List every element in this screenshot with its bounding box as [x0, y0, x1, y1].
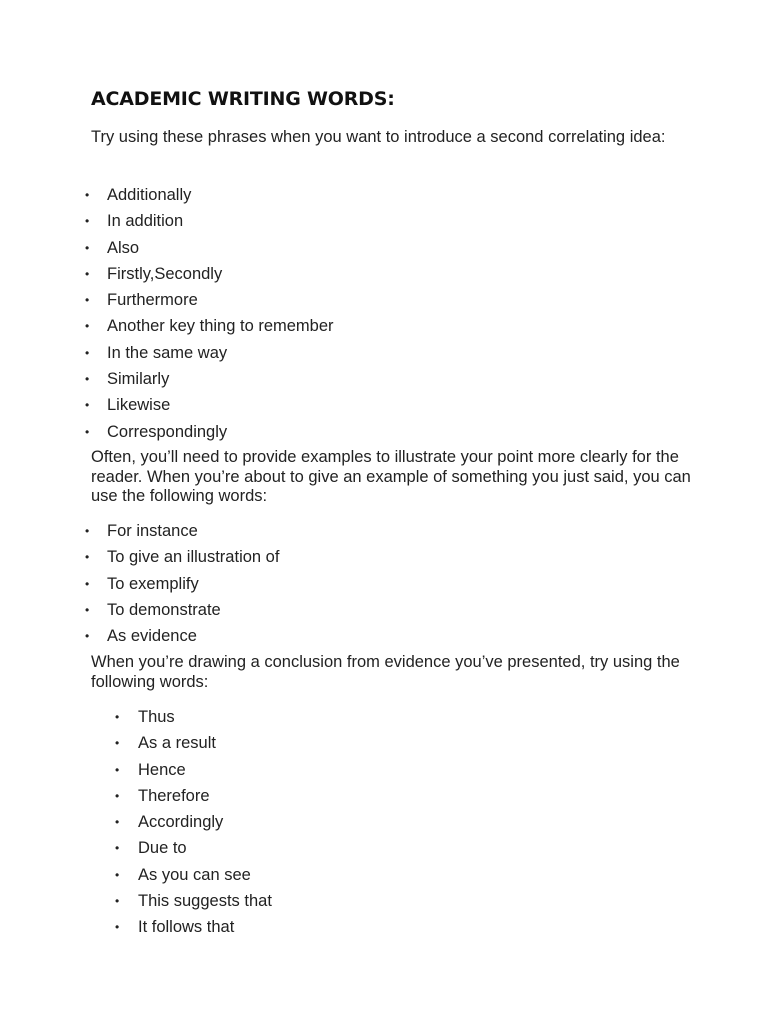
bullet-icon: •	[85, 398, 90, 413]
list-item-text: In addition	[107, 212, 184, 231]
list-item	[115, 835, 272, 861]
list-item-text: As a result	[138, 734, 216, 753]
bullet-icon: •	[85, 240, 90, 255]
bullet-icon: •	[85, 372, 90, 387]
list-item-text: Hence	[138, 760, 186, 779]
list-item	[85, 544, 280, 570]
list-item	[85, 340, 334, 366]
list-item	[85, 235, 334, 261]
list-item-text: To give an illustration of	[107, 548, 280, 567]
bullet-icon: •	[85, 550, 90, 565]
list-item-text: For instance	[107, 522, 198, 540]
intro-paragraph: Try using these phrases when you want to introduce a second correlating idea:	[91, 128, 666, 146]
list-item	[115, 809, 272, 835]
list-item	[85, 518, 279, 544]
bullet-icon: •	[115, 710, 120, 724]
list-item	[85, 623, 279, 649]
conclusion-phrases-list	[115, 704, 272, 941]
list-item	[115, 704, 272, 730]
list-item-text: Likewise	[107, 396, 171, 415]
examples-paragraph: Often, you’ll need to provide examples to illustrate your point more clearly for the reader. When you’re about to give an example of something you just said, you can use the following words:	[91, 448, 691, 505]
list-item-text: To demonstrate	[107, 600, 221, 619]
bullet-icon: •	[85, 576, 90, 591]
bullet-icon: •	[85, 214, 90, 229]
list-item-text: It follows that	[138, 918, 235, 937]
bullet-icon: •	[115, 867, 120, 882]
bullet-icon: •	[85, 524, 90, 538]
list-item	[85, 419, 334, 445]
list-item-text: As evidence	[107, 627, 197, 646]
bullet-icon: •	[85, 424, 90, 439]
list-item-text: Another key thing to remember	[107, 317, 334, 336]
bullet-icon: •	[115, 920, 120, 935]
list-item	[115, 783, 272, 809]
correlating-phrases-list	[85, 182, 334, 445]
list-item-text: As you can see	[138, 865, 251, 884]
list-item	[115, 862, 272, 888]
list-item-text: Therefore	[138, 786, 210, 805]
bullet-icon: •	[85, 345, 90, 360]
bullet-icon: •	[115, 788, 120, 803]
list-item	[85, 261, 334, 287]
list-item	[85, 313, 334, 339]
list-item-text: In the same way	[107, 343, 228, 362]
list-item	[115, 888, 272, 914]
list-item-text: Firstly,Secondly	[107, 264, 223, 283]
conclusion-paragraph: When you’re drawing a conclusion from evidence you’ve presented, try using the following words:	[91, 653, 680, 691]
bullet-icon: •	[115, 815, 120, 830]
list-item-text: Additionally	[107, 186, 192, 204]
bullet-icon: •	[85, 188, 90, 202]
bullet-icon: •	[115, 841, 120, 856]
bullet-icon: •	[85, 629, 90, 644]
list-item-text: Thus	[138, 708, 175, 726]
list-item	[85, 182, 334, 208]
list-item-text: Furthermore	[107, 291, 198, 310]
list-item-text: Due to	[138, 839, 187, 858]
bullet-icon: •	[85, 293, 90, 308]
bullet-icon: •	[85, 319, 90, 334]
bullet-icon: •	[115, 894, 120, 909]
bullet-icon: •	[85, 602, 90, 617]
bullet-icon: •	[85, 266, 90, 281]
list-item-text: Accordingly	[138, 813, 224, 832]
list-item-text: Similarly	[107, 370, 170, 389]
list-item	[115, 730, 272, 756]
list-item	[85, 392, 334, 418]
list-item	[85, 571, 279, 597]
list-item	[115, 757, 272, 783]
bullet-icon: •	[115, 762, 120, 777]
bullet-icon: •	[115, 736, 120, 751]
example-phrases-list	[85, 518, 280, 649]
list-item	[85, 597, 279, 623]
list-item	[85, 208, 334, 234]
list-item-text: Also	[107, 238, 140, 257]
document-title: ACADEMIC WRITING WORDS:	[91, 88, 395, 110]
list-item-text: Correspondingly	[107, 422, 228, 441]
list-item	[115, 914, 272, 940]
list-item-text: This suggests that	[138, 892, 272, 911]
list-item	[85, 366, 334, 392]
list-item-text: To exemplify	[107, 574, 199, 593]
list-item	[85, 287, 334, 313]
